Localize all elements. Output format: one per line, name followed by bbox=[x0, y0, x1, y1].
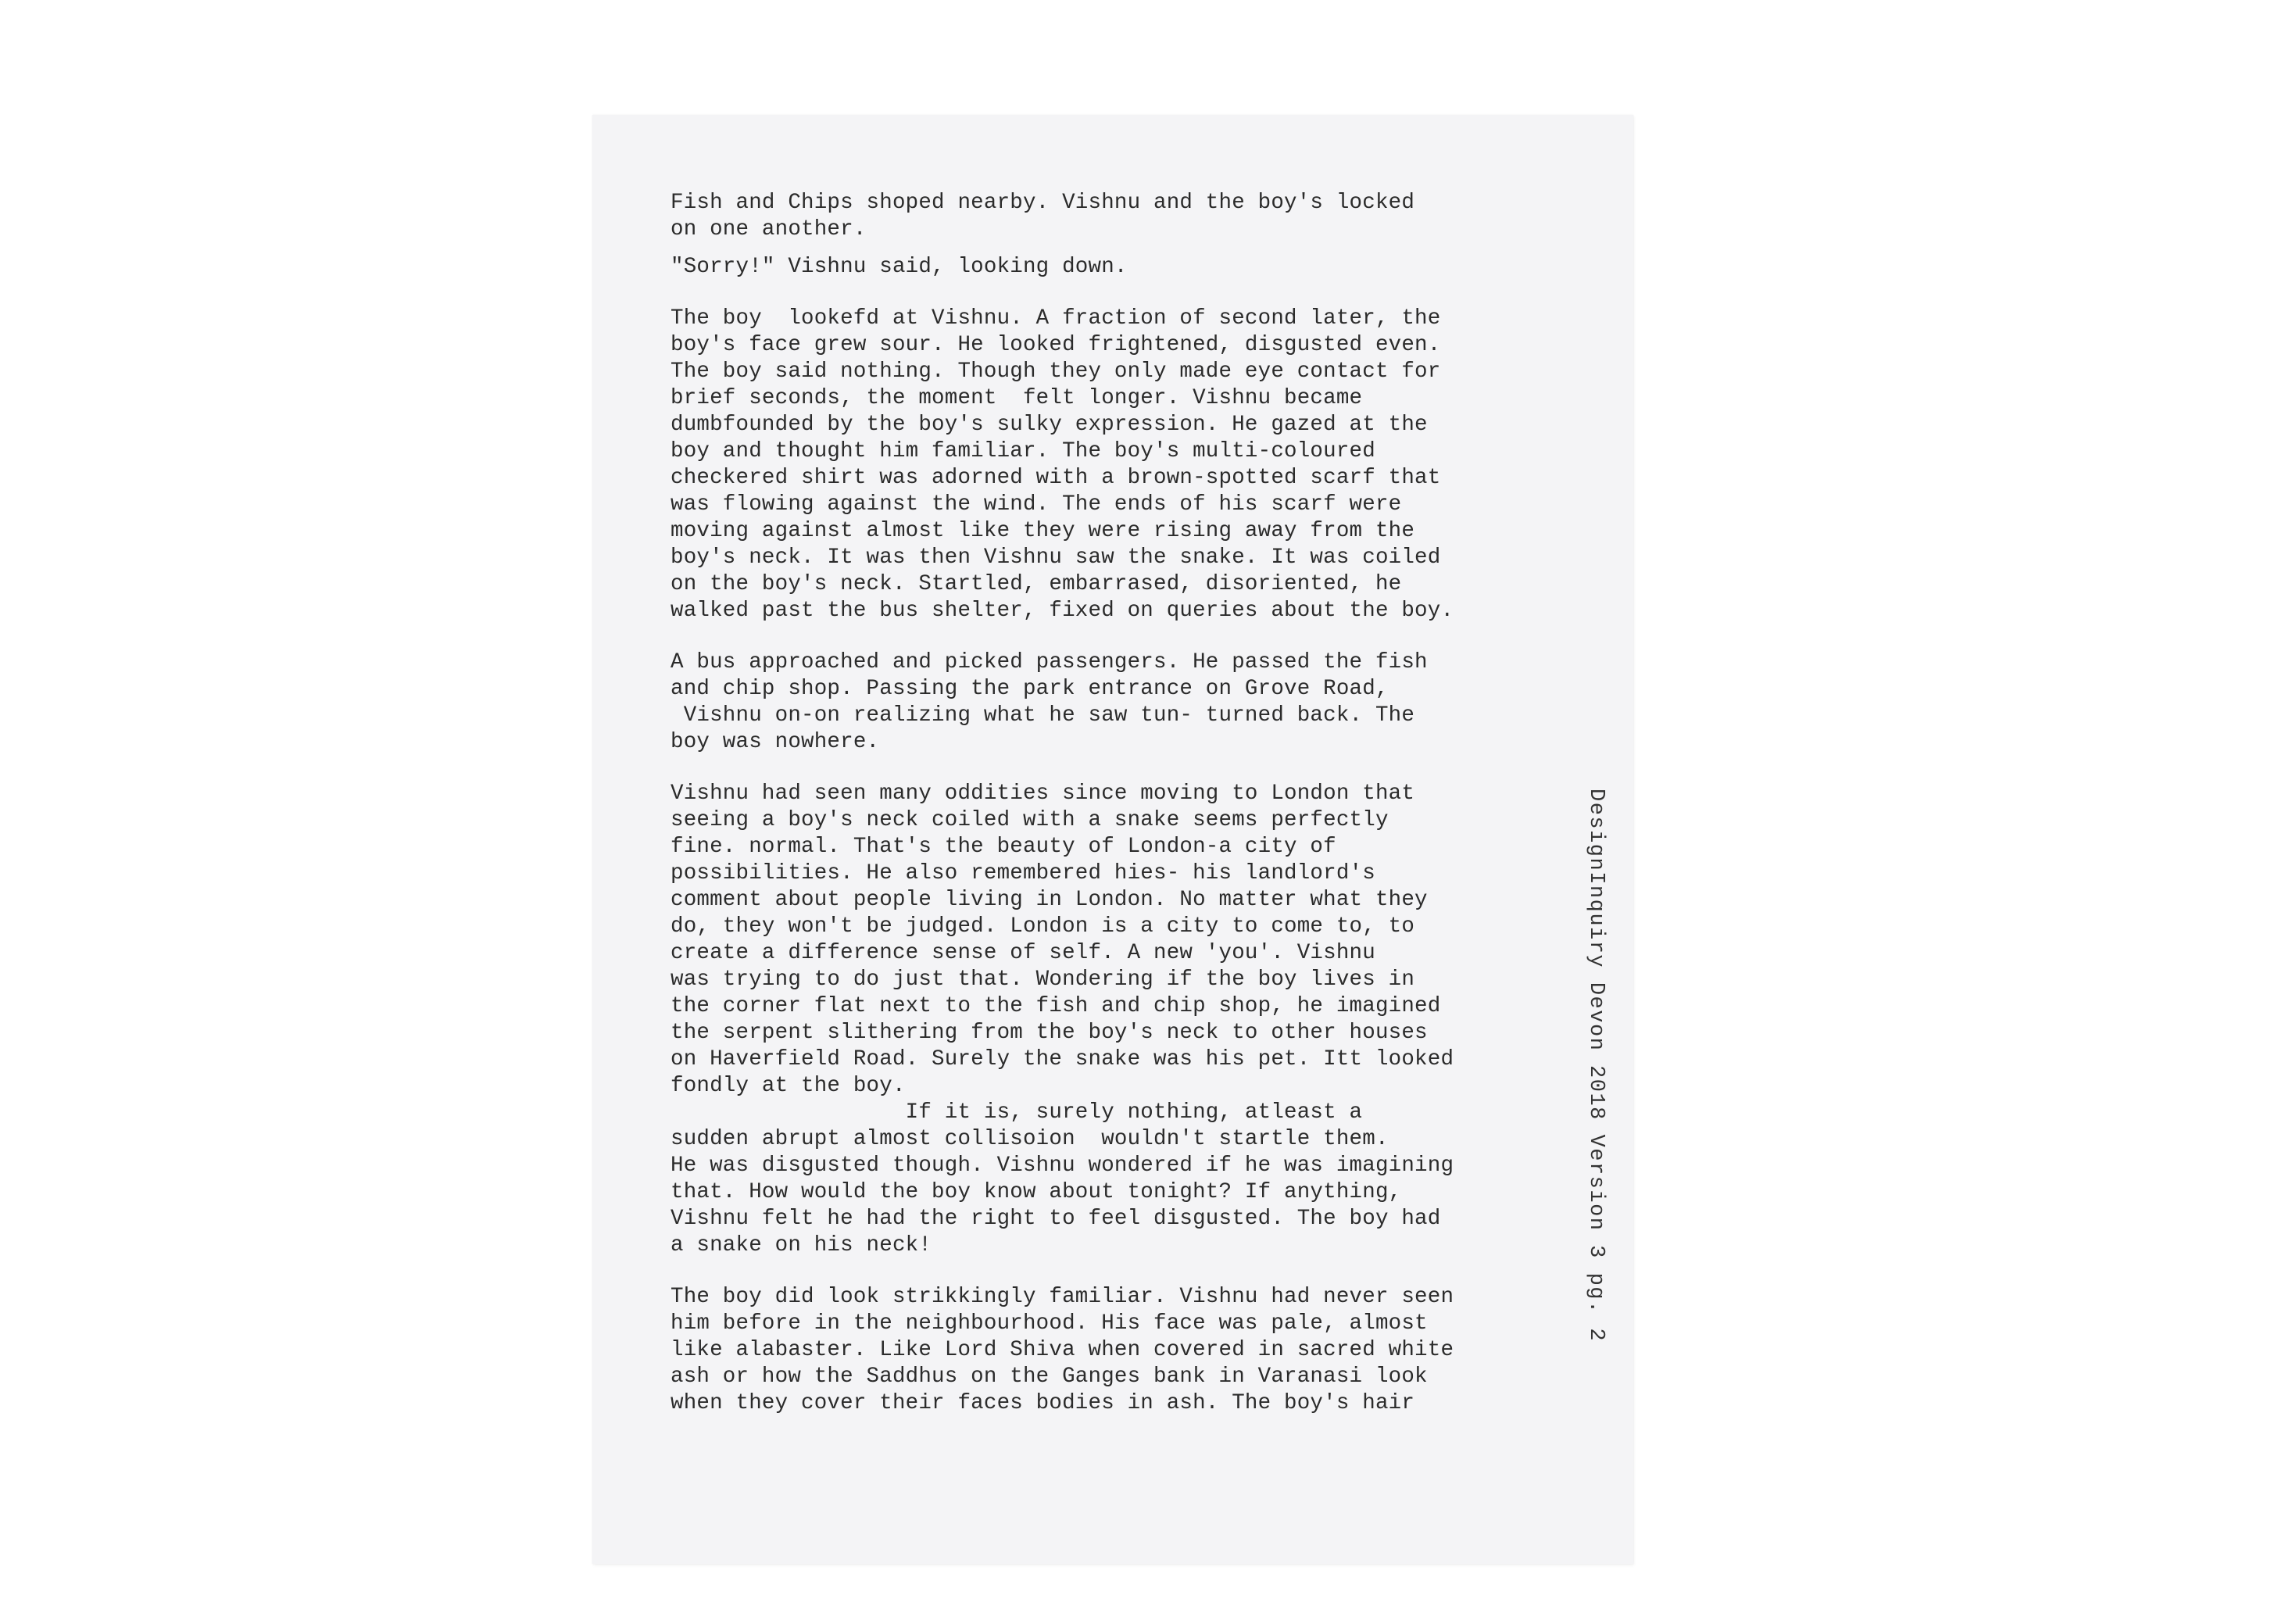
text-line: If it is, surely nothing, atleast a bbox=[671, 1100, 1363, 1125]
text-line: sudden abrupt almost collisoion wouldn't startle them. bbox=[671, 1127, 1389, 1151]
text-line: Vishnu on-on realizing what he saw tun- turned back. The bbox=[671, 703, 1415, 728]
text-line: "Sorry!" Vishnu said, looking down. bbox=[671, 255, 1128, 279]
text-line: The boy did look strikkingly familiar. Vishnu had never seen bbox=[671, 1285, 1454, 1309]
text-line: him before in the neighbourhood. His face was pale, almost bbox=[671, 1311, 1428, 1336]
text-line: comment about people living in London. No matter what they bbox=[671, 888, 1428, 912]
text-line: walked past the bus shelter, fixed on queries about the boy. bbox=[671, 599, 1454, 623]
paragraph-4 bbox=[671, 649, 1530, 756]
paragraph-2 bbox=[671, 254, 1530, 281]
paragraph-1 bbox=[671, 190, 1530, 243]
text-line: a snake on his neck! bbox=[671, 1233, 932, 1257]
text-line: was trying to do just that. Wondering if the boy lives in bbox=[671, 968, 1415, 992]
text-line: The boy lookefd at Vishnu. A fraction of second later, the bbox=[671, 306, 1441, 331]
text-line: boy was nowhere. bbox=[671, 730, 880, 754]
text-line: A bus approached and picked passengers. He passed the fish bbox=[671, 650, 1428, 674]
paragraph-gap bbox=[671, 243, 1530, 254]
margin-note-text: DesignInquiry Devon 2018 Version 3 pg. 2 bbox=[1584, 789, 1608, 1343]
paragraph-gap bbox=[671, 281, 1530, 306]
text-line: the corner flat next to the fish and chip shop, he imagined bbox=[671, 994, 1441, 1018]
text-line: create a difference sense of self. A new 'you'. Vishnu bbox=[671, 941, 1375, 965]
text-line: seeing a boy's neck coiled with a snake seems perfectly bbox=[671, 808, 1389, 832]
text-line: The boy said nothing. Though they only made eye contact for bbox=[671, 359, 1441, 384]
text-line: and chip shop. Passing the park entrance on Grove Road, bbox=[671, 677, 1389, 701]
paper-sheet bbox=[592, 115, 1633, 1564]
paragraph-5 bbox=[671, 781, 1530, 1259]
paragraph-gap bbox=[671, 756, 1530, 781]
margin-note bbox=[1580, 789, 1611, 1508]
text-line: dumbfounded by the boy's sulky expression. He gazed at the bbox=[671, 413, 1428, 437]
paragraph-gap bbox=[671, 1259, 1530, 1284]
text-line: He was disgusted though. Vishnu wondered if he was imagining bbox=[671, 1154, 1454, 1178]
text-line: brief seconds, the moment felt longer. Vishnu became bbox=[671, 386, 1363, 410]
typed-text bbox=[671, 190, 1530, 1417]
text-line: Vishnu felt he had the right to feel disgusted. The boy had bbox=[671, 1207, 1441, 1231]
text-line: checkered shirt was adorned with a brown-spotted scarf that bbox=[671, 466, 1441, 490]
text-line: do, they won't be judged. London is a city to come to, to bbox=[671, 914, 1415, 939]
paragraph-6 bbox=[671, 1284, 1530, 1417]
text-line: boy and thought him familiar. The boy's multi-coloured bbox=[671, 439, 1375, 463]
text-line: on the boy's neck. Startled, embarrased, disoriented, he bbox=[671, 572, 1402, 596]
paragraph-gap bbox=[671, 624, 1530, 649]
text-line: boy's face grew sour. He looked frightened, disgusted even. bbox=[671, 333, 1441, 357]
text-line: possibilities. He also remembered hies- his landlord's bbox=[671, 861, 1375, 885]
text-line: when they cover their faces bodies in ash. The boy's hair bbox=[671, 1391, 1415, 1415]
text-line: fine. normal. That's the beauty of London-a city of bbox=[671, 835, 1336, 859]
text-line: the serpent slithering from the boy's neck to other houses bbox=[671, 1021, 1428, 1045]
paragraph-3 bbox=[671, 306, 1530, 624]
text-line: like alabaster. Like Lord Shiva when covered in sacred white bbox=[671, 1338, 1454, 1362]
text-line: that. How would the boy know about tonight? If anything, bbox=[671, 1180, 1402, 1204]
text-line: boy's neck. It was then Vishnu saw the snake. It was coiled bbox=[671, 546, 1441, 570]
text-line: on Haverfield Road. Surely the snake was his pet. Itt looked bbox=[671, 1047, 1454, 1071]
text-line: Vishnu had seen many oddities since moving to London that bbox=[671, 782, 1415, 806]
text-line: on one another. bbox=[671, 217, 867, 241]
text-line: Fish and Chips shoped nearby. Vishnu and the boy's locked bbox=[671, 191, 1415, 215]
text-line: fondly at the boy. bbox=[671, 1074, 906, 1098]
text-line: ash or how the Saddhus on the Ganges bank in Varanasi look bbox=[671, 1365, 1428, 1389]
text-line: moving against almost like they were rising away from the bbox=[671, 519, 1415, 543]
text-line: was flowing against the wind. The ends of his scarf were bbox=[671, 492, 1402, 517]
